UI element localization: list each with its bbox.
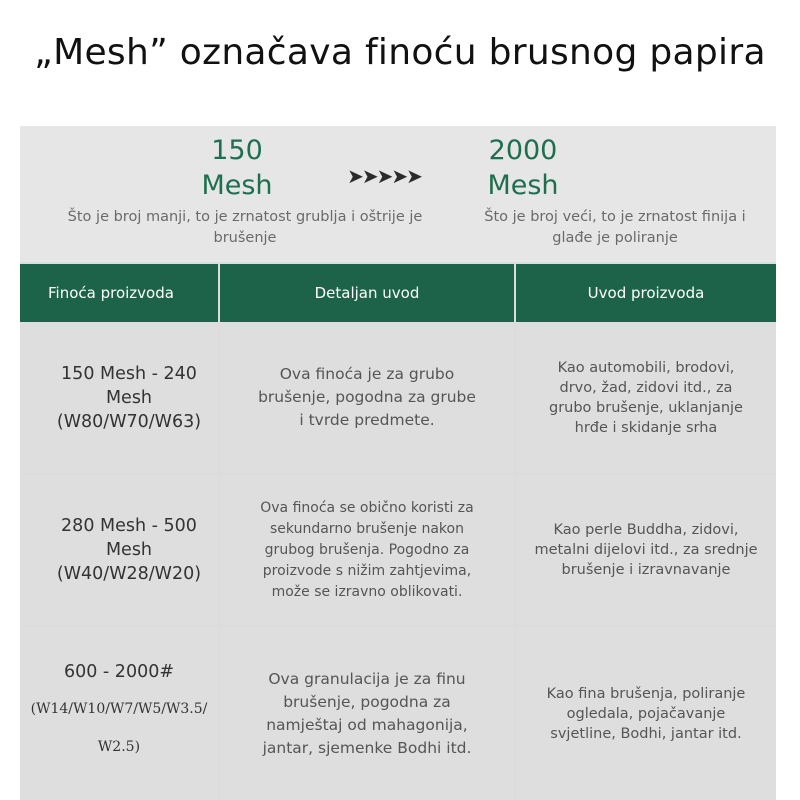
mesh-low-description: Što je broj manji, to je zrnatost grublja i oštrije je brušenje	[67, 209, 423, 246]
mesh-low-unit: Mesh	[201, 170, 273, 201]
header-detail: Detaljan uvod	[220, 264, 514, 322]
table-row-1-spec: 150 Mesh - 240 Mesh (W80/W70/W63)	[20, 322, 218, 473]
table-row-1-detail: Ova finoća je za grubo brušenje, pogodna za grube i tvrde predmete.	[220, 322, 514, 473]
arrows-icon: ➤➤➤➤➤	[347, 164, 421, 188]
mesh-high-description: Što je broj veći, to je zrnatost finija i glađe je poliranje	[484, 209, 746, 246]
table-row-2-spec: 280 Mesh - 500 Mesh (W40/W28/W20)	[20, 475, 218, 625]
table-row-2-detail: Ova finoća se obično koristi za sekundarno brušenje nakon grubog brušenja. Pogodno za proizvode s nižim zahtjevima, može se izravno oblikovati.	[220, 475, 514, 625]
mesh-high-unit: Mesh	[487, 170, 559, 201]
header-product-intro: Uvod proizvoda	[516, 264, 776, 322]
table-row-1-intro: Kao automobili, brodovi, drvo, žad, zidovi itd., za grubo brušenje, uklanjanje hrđe i skidanje srha	[516, 322, 776, 473]
mesh-scale-high	[458, 133, 588, 203]
header-fineness: Finoća proizvoda	[20, 264, 218, 322]
mesh-low-value: 150	[211, 135, 263, 166]
mesh-scale-low	[172, 133, 302, 203]
table-row-2-intro: Kao perle Buddha, zidovi, metalni dijelovi itd., za srednje brušenje i izravnavanje	[516, 475, 776, 625]
table-row-3-spec: 600 - 2000# (W14/W10/W7/W5/W3.5/ W2.5)	[20, 627, 218, 800]
mesh-high-value: 2000	[488, 135, 558, 166]
table-row-3-intro: Kao fina brušenja, poliranje ogledala, pojačavanje svjetline, Bodhi, jantar itd.	[516, 627, 776, 800]
page-title: „Mesh” označava finoću brusnog papira	[34, 32, 766, 73]
table-row-3-detail: Ova granulacija je za finu brušenje, pogodna za namještaj od mahagonija, jantar, sjemenke Bodhi itd.	[220, 627, 514, 800]
